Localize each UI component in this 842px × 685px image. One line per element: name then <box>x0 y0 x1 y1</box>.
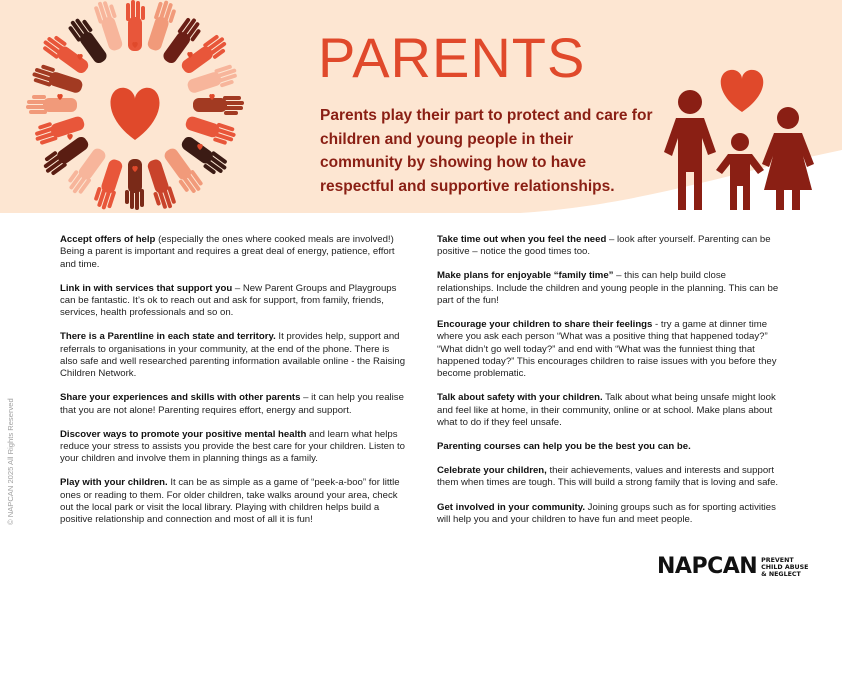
tip-paragraph: Share your experiences and skills with other parents – it can help you realise that you are not alone! Parenting requires effort, energy and support. <box>60 392 404 416</box>
tip-paragraph: Parenting courses can help you be the best you can be. <box>437 441 691 453</box>
logo-wordmark: NAPCAN <box>657 554 758 579</box>
logo-tagline: PREVENT CHILD ABUSE & NEGLECT <box>761 556 809 578</box>
tip-paragraph: Discover ways to promote your positive mental health and learn what helps reduce your stress to assists you provide the best care for your children. Listen to your children and involve them in planning things as a family. <box>60 428 406 465</box>
tip-paragraph: Celebrate your children, their achievements, values and interests and support them when times are tough. This will build a strong family that is loving and safe. <box>437 465 779 489</box>
tip-paragraph: Link in with services that support you – New Parent Groups and Playgroups can be fantastic. It’s ok to reach out and ask for support, from family, friends, services, health professionals and so on. <box>60 282 397 319</box>
left-column <box>60 234 407 538</box>
tip-paragraph: Play with your children. It can be as simple as a game of “peek-a-boo” for little ones or reading to them. For older children, take walks around your area, check out the local park or visit the local library. Playing with children helps build a positive relationship and connection and most of all it is fun! <box>60 477 400 526</box>
page-title: PARENTS <box>318 26 586 89</box>
tip-paragraph: Accept offers of help (especially the ones where cooked meals are involved!) Being a parent is important and requires a great deal of energy, patience, effort and time. <box>60 234 395 270</box>
tip-paragraph: There is a Parentline in each state and territory. It provides help, support and referrals to organisations in your community, at the end of the phone. There is also safe and well researched parenting information available online - the Raising Children Network. <box>60 331 406 380</box>
intro-text: Parents play their part to protect and care for children and young people in their community by showing how to have respectful and supportive relationships. <box>320 107 653 195</box>
tip-paragraph: Make plans for enjoyable “family time” – this can help build close relationships. Include the children and young people in the planning. This can be part of the fun! <box>437 270 779 306</box>
napcan-logo <box>657 554 808 580</box>
tip-paragraph: Talk about safety with your children. Talk about what being unsafe might look and feel like at home, in their community, online or at school. Make plans about what to do if they feel unsafe. <box>437 392 776 428</box>
hands-circle-illustration <box>0 0 300 213</box>
copyright-container <box>6 398 16 685</box>
tip-paragraph: Take time out when you feel the need – look after yourself. Parenting can be positive – notice the good times too. <box>437 234 771 258</box>
right-column <box>437 234 784 538</box>
heart-icon <box>721 70 764 112</box>
hands-circle-icon <box>0 0 300 213</box>
tip-paragraph: Get involved in your community. Joining groups such as for sporting activities will help you and your children to have fun and meet people. <box>437 501 776 525</box>
family-icon <box>650 60 830 220</box>
tip-paragraph: Encourage your children to share their feelings - try a game at dinner time where you ask each person “What was a positive thing that happened today?” “What didn’t go well today?” and end with “What was the funniest thing that happened today?” This encourages children to raise issues with you before they become problematic. <box>437 319 777 380</box>
copyright-text: © NAPCAN 2025 All Rights Reserved <box>6 398 15 525</box>
